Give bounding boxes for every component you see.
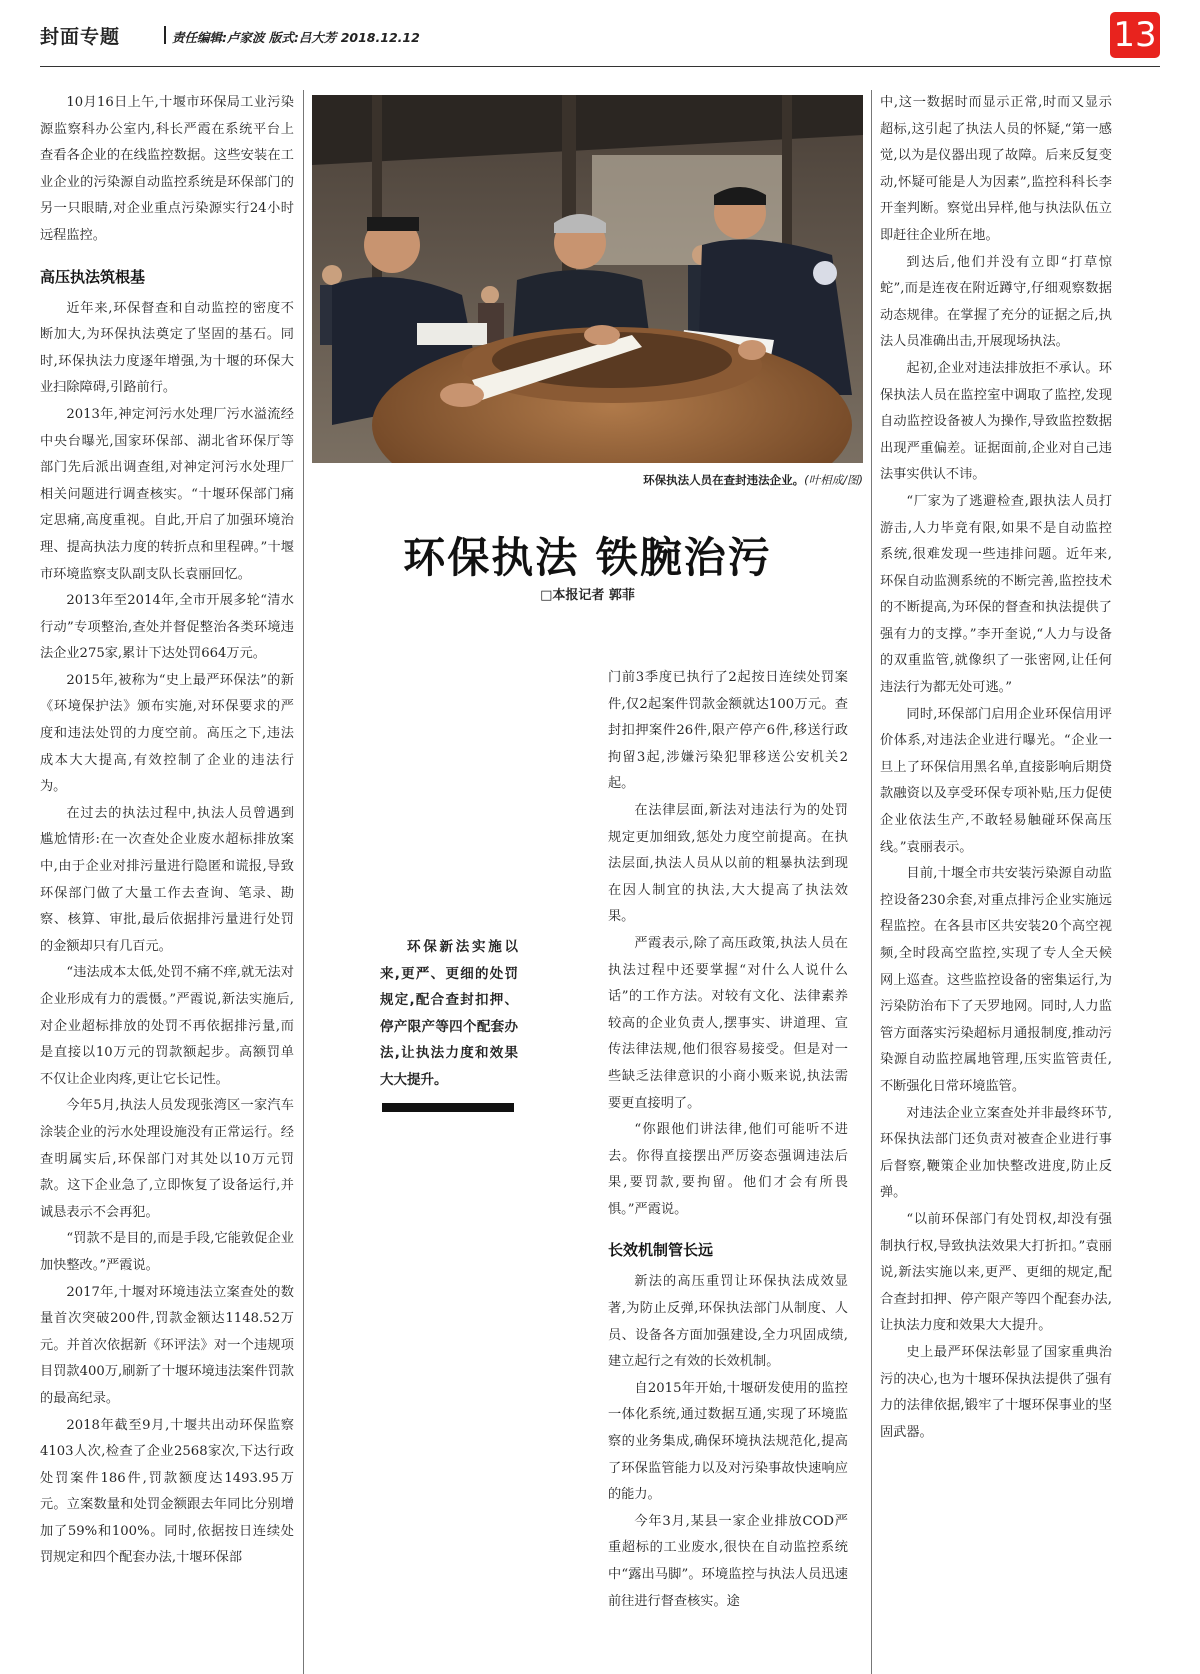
paragraph: 2013年至2014年,全市开展多轮“清水行动”专项整治,查处并督促整治各类环境违法企业275家,累计下达处罚664万元。 (40, 593, 294, 662)
news-photo (312, 95, 863, 463)
paragraph: 史上最严环保法彰显了国家重典治污的决心,也为十堰环保执法提供了强有力的法律依据,锻牢了十堰环保事业的坚固武器。 (880, 1344, 1112, 1440)
paragraph: 到达后,他们并没有立即“打草惊蛇”,而是连夜在附近蹲守,仔细观察数据动态规律。在掌握了充分的证据之后,执法人员准确出击,开展现场执法。 (880, 254, 1112, 350)
article-column-4 (880, 90, 1112, 1590)
article-byline: □本报记者 郭菲 (540, 588, 635, 603)
paragraph: “厂家为了逃避检查,跟执法人员打游击,人力毕竟有限,如果不是自动监控系统,很难发现一些违排问题。近年来,环保自动监测系统的不断完善,监控技术的不断提高,为环保的督查和执法提供了强有力的支撑。”李开奎说,“人力与设备的双重监管,就像织了一张密网,让任何违法行为都无处可逃。” (880, 493, 1112, 696)
page-number: 13 (1110, 12, 1160, 58)
paragraph: “你跟他们讲法律,他们可能听不进去。你得直接摆出严厉姿态强调违法后果,要罚款,要拘留。他们才会有所畏惧。”严霞说。 (608, 1122, 848, 1217)
article-column-3 (608, 665, 848, 1674)
paragraph: 起初,企业对违法排放拒不承认。环保执法人员在监控室中调取了监控,发现自动监控设备被人为操作,导致监控数据出现严重偏差。证据面前,企业对自己违法事实供认不讳。 (880, 360, 1112, 483)
column-divider (303, 90, 304, 1674)
pull-quote-bar (382, 1103, 514, 1112)
subheading: 高压执法筑根基 (40, 267, 146, 286)
article-column-1 (40, 90, 294, 1674)
paragraph: 同时,环保部门启用企业环保信用评价体系,对违法企业进行曝光。“企业一旦上了环保信用黑名单,直接影响后期贷款融资以及享受环保专项补贴,压力促使企业依法生产,不敢轻易触碰环保高压线。”袁丽表示。 (880, 706, 1112, 855)
photo-caption (312, 472, 863, 488)
column-divider (871, 90, 872, 1674)
editor-info: 责任编辑:卢家波 版式:吕大芳 2018.12.12 (172, 30, 420, 45)
paragraph: 今年5月,执法人员发现张湾区一家汽车涂装企业的污水处理设施没有正常运行。经查明属实后,环保部门对其处以10万元罚款。这下企业急了,立即恢复了设备运行,并诚恳表示不会再犯。 (40, 1098, 294, 1220)
article-headline: 环保执法 铁腕治污 (403, 533, 772, 582)
paragraph: “以前环保部门有处罚权,却没有强制执行权,导致执法效果大打折扣。”袁丽说,新法实施以来,更严、更细的规定,配合查封扣押、停产限产等四个配套办法,让执法力度和效果大大提升。 (880, 1211, 1112, 1334)
paragraph: 新法的高压重罚让环保执法成效显著,为防止反弹,环保执法部门从制度、人员、设备各方面加强建设,全力巩固成绩,建立起行之有效的长效机制。 (608, 1274, 848, 1370)
section-title: 封面专题 (40, 26, 121, 48)
subheading: 长效机制管长远 (608, 1241, 714, 1260)
paragraph: 在法律层面,新法对违法行为的处罚规定更加细致,惩处力度空前提高。在执法层面,执法人员从以前的粗暴执法到现在因人制宜的执法,大大提高了执法效果。 (608, 802, 848, 925)
paragraph: 目前,十堰全市共安装污染源自动监控设备230余套,对重点排污企业实施远程监控。在各县市区共安装20个高空视频,全时段高空监控,实现了专人全天候网上巡查。这些监控设备的密集运行,为污染防治布下了天罗地网。同时,人力监管方面落实污染超标月通报制度,推动污染源自动监控属地管理,压实监管责任,不断强化日常环境监管。 (880, 866, 1112, 1094)
paragraph: 10月16日上午,十堰市环保局工业污染源监察科办公室内,科长严霞在系统平台上查看各企业的在线监控数据。这些安装在工业企业的污染源自动监控系统是环保部门的另一只眼睛,对企业重点污染源实行24小时远程监控。 (40, 95, 294, 243)
paragraph: 2017年,十堰对环境违法立案查处的数量首次突破200件,罚款金额达1148.52万元。并首次依据新《环评法》对一个违规项目罚款400万,刷新了十堰环境违法案件罚款的最高纪录。 (40, 1284, 294, 1406)
pull-quote-text: 环保新法实施以来,更严、更细的处罚规定,配合查封扣押、停产限产等四个配套办法,让执法力度和效果大大提升。 (380, 939, 518, 1088)
photo-credit: (叶相成/图) (804, 473, 863, 487)
paragraph: 2015年,被称为“史上最严环保法”的新《环境保护法》颁布实施,对环保要求的严度和违法处罚的力度空前。高压之下,违法成本大大提高,有效控制了企业的违法行为。 (40, 672, 294, 795)
paragraph: 严霞表示,除了高压政策,执法人员在执法过程中还要掌握“对什么人说什么话”的工作方法。对较有文化、法律素养较高的企业负责人,摆事实、讲道理、宣传法律法规,他们很容易接受。但是对一些缺乏法律意识的小商小贩来说,执法需要更直接明了。 (608, 935, 848, 1111)
paragraph: 在过去的执法过程中,执法人员曾遇到尴尬情形:在一次查处企业废水超标排放案中,由于企业对排污量进行隐匿和谎报,导致环保部门做了大量工作去查询、笔录、勘察、核算、审批,最后依据排污量进行处罚的金额却只有几百元。 (40, 805, 294, 954)
paragraph: 中,这一数据时而显示正常,时而又显示超标,这引起了执法人员的怀疑,“第一感觉,以为是仪器出现了故障。后来反复变动,怀疑可能是人为因素”,监控科科长李开奎判断。察觉出异样,他与执法队伍立即赶往企业所在地。 (880, 95, 1112, 243)
pull-quote (380, 934, 518, 1093)
page-header (40, 15, 1160, 67)
header-separator (164, 26, 166, 44)
caption-text: 环保执法人员在查封违法企业。 (643, 473, 805, 487)
paragraph: 自2015年开始,十堰研发使用的监控一体化系统,通过数据互通,实现了环境监察的业务集成,确保环境执法规范化,提高了环保监管能力以及对污染事故快速响应的能力。 (608, 1380, 848, 1503)
paragraph: 今年3月,某县一家企业排放COD严重超标的工业废水,很快在自动监控系统中“露出马脚”。环境监控与执法人员迅速前往进行督查核实。途 (608, 1513, 848, 1609)
paragraph: 2013年,神定河污水处理厂污水溢流经中央台曝光,国家环保部、湖北省环保厅等部门先后派出调查组,对神定河污水处理厂相关问题进行调查核实。“十堰环保部门痛定思痛,高度重视。自此,开启了加强环境治理、提高执法力度的转折点和里程碑。”十堰市环境监察支队副支队长袁丽回忆。 (40, 406, 294, 582)
paragraph: 近年来,环保督查和自动监控的密度不断加大,为环保执法奠定了坚固的基石。同时,环保执法力度逐年增强,为十堰的环保大业扫除障碍,引路前行。 (40, 300, 294, 396)
paragraph: 门前3季度已执行了2起按日连续处罚案件,仅2起案件罚款金额就达100万元。查封扣押案件26件,限产停产6件,移送行政拘留3起,涉嫌污染犯罪移送公安机关2起。 (608, 670, 848, 792)
paragraph: “违法成本太低,处罚不痛不痒,就无法对企业形成有力的震慑。”严霞说,新法实施后,对企业超标排放的处罚不再依据排污量,而是直接以10万元的罚款额起步。高额罚单不仅让企业肉疼,更让它长记性。 (40, 965, 294, 1087)
paragraph: 对违法企业立案查处并非最终环节,环保执法部门还负责对被查企业进行事后督察,鞭策企业加快整改进度,防止反弹。 (880, 1105, 1112, 1201)
paragraph: “罚款不是目的,而是手段,它能敦促企业加快整改。”严霞说。 (40, 1231, 294, 1273)
paragraph: 2018年截至9月,十堰共出动环保监察4103人次,检查了企业2568家次,下达行政处罚案件186件,罚款额度达1493.95万元。立案数量和处罚金额跟去年同比分别增加了59%和100%。同时,依据按日连续处罚规定和四个配套办法,十堰环保部 (40, 1417, 294, 1566)
officers-sealing-container-illustration (312, 95, 863, 463)
